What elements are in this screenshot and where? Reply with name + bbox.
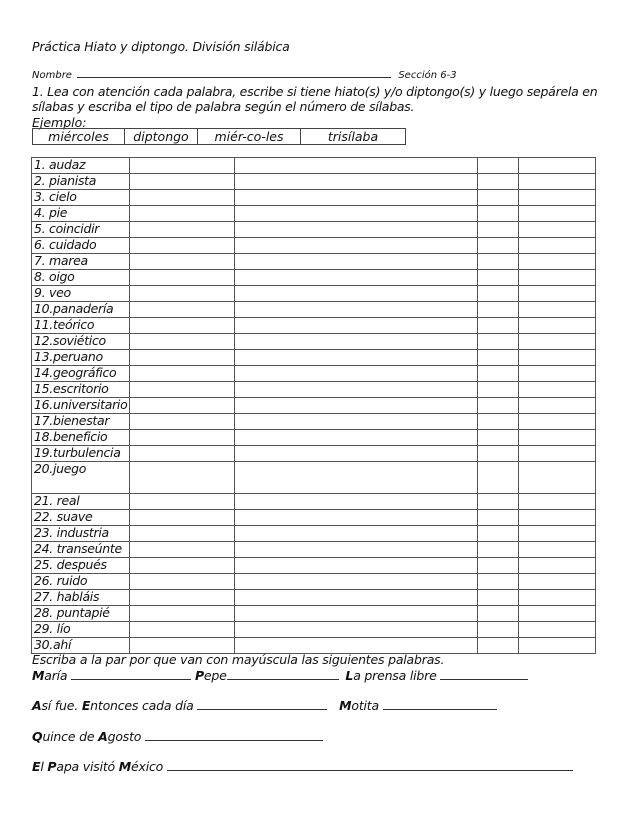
table-row xyxy=(32,430,596,446)
table-row xyxy=(32,350,596,366)
caps-word-entonces: Entonces cada día xyxy=(81,698,194,713)
answer-cell[interactable] xyxy=(235,590,478,606)
answer-cell[interactable] xyxy=(478,398,519,414)
table-row xyxy=(32,414,596,430)
table-row xyxy=(32,190,596,206)
table-row xyxy=(32,334,596,350)
table-row xyxy=(32,462,596,494)
answer-cell[interactable] xyxy=(478,366,519,382)
word-cell: 12.soviético xyxy=(32,334,130,350)
word-cell: 7. marea xyxy=(32,254,130,270)
word-cell: 3. cielo xyxy=(32,190,130,206)
answer-cell[interactable] xyxy=(519,542,596,558)
answer-cell[interactable] xyxy=(130,302,235,318)
example-classification: trisílaba xyxy=(301,129,406,145)
answer-cell[interactable] xyxy=(235,446,478,462)
table-row xyxy=(32,446,596,462)
answer-cell[interactable] xyxy=(478,542,519,558)
table-row xyxy=(32,526,596,542)
answer-cell[interactable] xyxy=(235,270,478,286)
answer-cell[interactable] xyxy=(130,622,235,638)
table-row xyxy=(32,238,596,254)
word-cell: 30.ahí xyxy=(32,638,130,654)
answer-cell[interactable] xyxy=(235,366,478,382)
answer-cell[interactable] xyxy=(478,526,519,542)
answer-cell[interactable] xyxy=(519,574,596,590)
answer-cell[interactable] xyxy=(130,446,235,462)
answer-cell[interactable] xyxy=(235,558,478,574)
word-cell: 1. audaz xyxy=(32,158,130,174)
answer-blank[interactable] xyxy=(227,669,339,680)
answer-cell[interactable] xyxy=(478,382,519,398)
example-table xyxy=(32,128,406,145)
answer-cell[interactable] xyxy=(519,638,596,654)
answer-cell[interactable] xyxy=(478,414,519,430)
answer-cell[interactable] xyxy=(235,174,478,190)
answer-cell[interactable] xyxy=(235,254,478,270)
word-cell: 16.universitario xyxy=(32,398,130,414)
table-row xyxy=(32,590,596,606)
answer-cell[interactable] xyxy=(235,494,478,510)
answer-cell[interactable] xyxy=(478,446,519,462)
caps-word-prensa: La prensa libre xyxy=(345,668,437,683)
word-cell: 23. industria xyxy=(32,526,130,542)
example-word: miércoles xyxy=(33,129,125,145)
answer-cell[interactable] xyxy=(519,190,596,206)
answer-cell[interactable] xyxy=(130,254,235,270)
caps-word-pepe: Pepe xyxy=(194,668,227,683)
ejemplo-label: Ejemplo: xyxy=(32,115,87,130)
answer-cell[interactable] xyxy=(235,302,478,318)
seccion-label: Sección 6-3 xyxy=(398,70,457,81)
answer-cell[interactable] xyxy=(478,206,519,222)
answer-cell[interactable] xyxy=(519,622,596,638)
word-table xyxy=(31,157,596,654)
answer-cell[interactable] xyxy=(130,222,235,238)
word-cell: 14.geográfico xyxy=(32,366,130,382)
answer-cell[interactable] xyxy=(519,558,596,574)
answer-cell[interactable] xyxy=(235,542,478,558)
answer-cell[interactable] xyxy=(519,158,596,174)
answer-cell[interactable] xyxy=(235,206,478,222)
answer-cell[interactable] xyxy=(519,318,596,334)
answer-cell[interactable] xyxy=(235,574,478,590)
answer-cell[interactable] xyxy=(519,590,596,606)
word-cell: 26. ruido xyxy=(32,574,130,590)
caps-word-quince-agosto: Quince de Agosto xyxy=(32,729,142,744)
answer-cell[interactable] xyxy=(519,238,596,254)
answer-cell[interactable] xyxy=(235,462,478,494)
table-row xyxy=(32,286,596,302)
table-row xyxy=(32,542,596,558)
answer-cell[interactable] xyxy=(235,190,478,206)
caps-word-asi: Así fue. xyxy=(32,698,82,713)
table-row xyxy=(32,302,596,318)
caps-line-3 xyxy=(32,729,323,744)
answer-blank[interactable] xyxy=(145,730,323,741)
word-cell: 15.escritorio xyxy=(32,382,130,398)
answer-cell[interactable] xyxy=(235,222,478,238)
answer-cell[interactable] xyxy=(519,398,596,414)
caps-word-motita: Motita xyxy=(339,698,379,713)
word-cell: 4. pie xyxy=(32,206,130,222)
answer-cell[interactable] xyxy=(519,494,596,510)
answer-cell[interactable] xyxy=(519,510,596,526)
answer-cell[interactable] xyxy=(478,286,519,302)
answer-cell[interactable] xyxy=(235,238,478,254)
answer-cell[interactable] xyxy=(130,318,235,334)
answer-cell[interactable] xyxy=(130,430,235,446)
answer-cell[interactable] xyxy=(519,286,596,302)
table-row xyxy=(32,622,596,638)
answer-cell[interactable] xyxy=(130,542,235,558)
answer-cell[interactable] xyxy=(130,510,235,526)
word-cell: 10.panadería xyxy=(32,302,130,318)
answer-cell[interactable] xyxy=(519,206,596,222)
answer-cell[interactable] xyxy=(478,222,519,238)
table-row xyxy=(32,206,596,222)
answer-cell[interactable] xyxy=(130,286,235,302)
answer-cell[interactable] xyxy=(519,462,596,494)
word-cell: 13.peruano xyxy=(32,350,130,366)
instruction-text: 1. Lea con atención cada palabra, escribe si tiene hiato(s) y/o diptongo(s) y luego sepárela en sílabas y escriba el tipo de palabra según el número de sílabas. xyxy=(32,84,598,114)
answer-cell[interactable] xyxy=(130,526,235,542)
answer-cell[interactable] xyxy=(478,574,519,590)
answer-cell[interactable] xyxy=(235,606,478,622)
answer-cell[interactable] xyxy=(130,238,235,254)
answer-cell[interactable] xyxy=(130,606,235,622)
answer-cell[interactable] xyxy=(478,430,519,446)
answer-cell[interactable] xyxy=(478,590,519,606)
answer-cell[interactable] xyxy=(478,350,519,366)
answer-cell[interactable] xyxy=(478,270,519,286)
word-cell: 29. lío xyxy=(32,622,130,638)
table-row xyxy=(32,366,596,382)
answer-blank[interactable] xyxy=(167,760,573,771)
answer-cell[interactable] xyxy=(130,334,235,350)
answer-cell[interactable] xyxy=(130,270,235,286)
answer-cell[interactable] xyxy=(130,494,235,510)
answer-cell[interactable] xyxy=(519,302,596,318)
answer-cell[interactable] xyxy=(235,158,478,174)
table-row xyxy=(32,382,596,398)
table-row xyxy=(32,558,596,574)
table-row xyxy=(32,494,596,510)
word-cell: 17.bienestar xyxy=(32,414,130,430)
word-cell: 2. pianista xyxy=(32,174,130,190)
answer-cell[interactable] xyxy=(519,174,596,190)
nombre-label: Nombre xyxy=(32,70,72,81)
word-cell: 28. puntapié xyxy=(32,606,130,622)
answer-cell[interactable] xyxy=(130,462,235,494)
word-cell: 6. cuidado xyxy=(32,238,130,254)
answer-cell[interactable] xyxy=(235,414,478,430)
word-cell: 19.turbulencia xyxy=(32,446,130,462)
answer-cell[interactable] xyxy=(519,414,596,430)
answer-cell[interactable] xyxy=(478,494,519,510)
answer-cell[interactable] xyxy=(478,334,519,350)
word-cell: 8. oigo xyxy=(32,270,130,286)
answer-cell[interactable] xyxy=(130,350,235,366)
answer-cell[interactable] xyxy=(235,622,478,638)
table-row xyxy=(32,510,596,526)
table-row xyxy=(32,270,596,286)
answer-cell[interactable] xyxy=(478,254,519,270)
answer-cell[interactable] xyxy=(519,446,596,462)
word-cell: 21. real xyxy=(32,494,130,510)
answer-cell[interactable] xyxy=(519,606,596,622)
answer-blank[interactable] xyxy=(71,669,191,680)
answer-cell[interactable] xyxy=(478,606,519,622)
answer-cell[interactable] xyxy=(235,510,478,526)
word-cell: 18.beneficio xyxy=(32,430,130,446)
answer-cell[interactable] xyxy=(478,510,519,526)
answer-cell[interactable] xyxy=(478,638,519,654)
answer-cell[interactable] xyxy=(519,350,596,366)
answer-cell[interactable] xyxy=(478,462,519,494)
answer-cell[interactable] xyxy=(130,590,235,606)
example-row xyxy=(33,129,406,145)
answer-cell[interactable] xyxy=(478,302,519,318)
answer-cell[interactable] xyxy=(130,206,235,222)
answer-cell[interactable] xyxy=(478,238,519,254)
nombre-blank[interactable] xyxy=(77,68,391,78)
answer-cell[interactable] xyxy=(130,398,235,414)
answer-cell[interactable] xyxy=(235,286,478,302)
answer-cell[interactable] xyxy=(130,174,235,190)
caps-word-maria: María xyxy=(32,668,68,683)
answer-cell[interactable] xyxy=(235,350,478,366)
answer-cell[interactable] xyxy=(519,334,596,350)
answer-cell[interactable] xyxy=(235,430,478,446)
answer-cell[interactable] xyxy=(130,190,235,206)
nombre-line xyxy=(32,68,592,81)
answer-cell[interactable] xyxy=(519,366,596,382)
table-row xyxy=(32,606,596,622)
caps-instruction: Escriba a la par por que van con mayúscula las siguientes palabras. xyxy=(32,652,445,667)
word-cell: 5. coincidir xyxy=(32,222,130,238)
table-row xyxy=(32,222,596,238)
answer-cell[interactable] xyxy=(478,558,519,574)
answer-cell[interactable] xyxy=(235,334,478,350)
table-row xyxy=(32,158,596,174)
table-row xyxy=(32,254,596,270)
caps-line-2 xyxy=(32,698,497,713)
answer-cell[interactable] xyxy=(478,318,519,334)
answer-cell[interactable] xyxy=(519,382,596,398)
answer-cell[interactable] xyxy=(235,526,478,542)
caps-word-papa: El Papa visitó México xyxy=(32,759,164,774)
answer-cell[interactable] xyxy=(519,526,596,542)
word-cell: 24. transeúnte xyxy=(32,542,130,558)
answer-blank[interactable] xyxy=(440,669,528,680)
table-row xyxy=(32,398,596,414)
word-cell: 25. después xyxy=(32,558,130,574)
table-row xyxy=(32,574,596,590)
answer-cell[interactable] xyxy=(519,222,596,238)
word-cell: 20.juego xyxy=(32,462,130,494)
caps-line-4 xyxy=(32,759,573,774)
caps-line-1 xyxy=(32,668,528,683)
answer-cell[interactable] xyxy=(519,254,596,270)
word-cell: 22. suave xyxy=(32,510,130,526)
answer-cell[interactable] xyxy=(235,398,478,414)
answer-cell[interactable] xyxy=(519,430,596,446)
answer-cell[interactable] xyxy=(130,382,235,398)
word-cell: 27. habláis xyxy=(32,590,130,606)
example-division: miér-co-les xyxy=(198,129,301,145)
worksheet-title: Práctica Hiato y diptongo. División silábica xyxy=(32,39,290,54)
answer-cell[interactable] xyxy=(235,382,478,398)
word-cell: 9. veo xyxy=(32,286,130,302)
answer-blank[interactable] xyxy=(197,699,327,710)
answer-blank[interactable] xyxy=(383,699,497,710)
example-type: diptongo xyxy=(125,129,198,145)
answer-cell[interactable] xyxy=(478,190,519,206)
answer-cell[interactable] xyxy=(478,622,519,638)
answer-cell[interactable] xyxy=(478,174,519,190)
answer-cell[interactable] xyxy=(130,158,235,174)
answer-cell[interactable] xyxy=(235,318,478,334)
table-row xyxy=(32,174,596,190)
table-row xyxy=(32,318,596,334)
answer-cell[interactable] xyxy=(478,158,519,174)
answer-cell[interactable] xyxy=(130,366,235,382)
word-cell: 11.teórico xyxy=(32,318,130,334)
answer-cell[interactable] xyxy=(130,574,235,590)
answer-cell[interactable] xyxy=(130,558,235,574)
answer-cell[interactable] xyxy=(519,270,596,286)
answer-cell[interactable] xyxy=(130,414,235,430)
